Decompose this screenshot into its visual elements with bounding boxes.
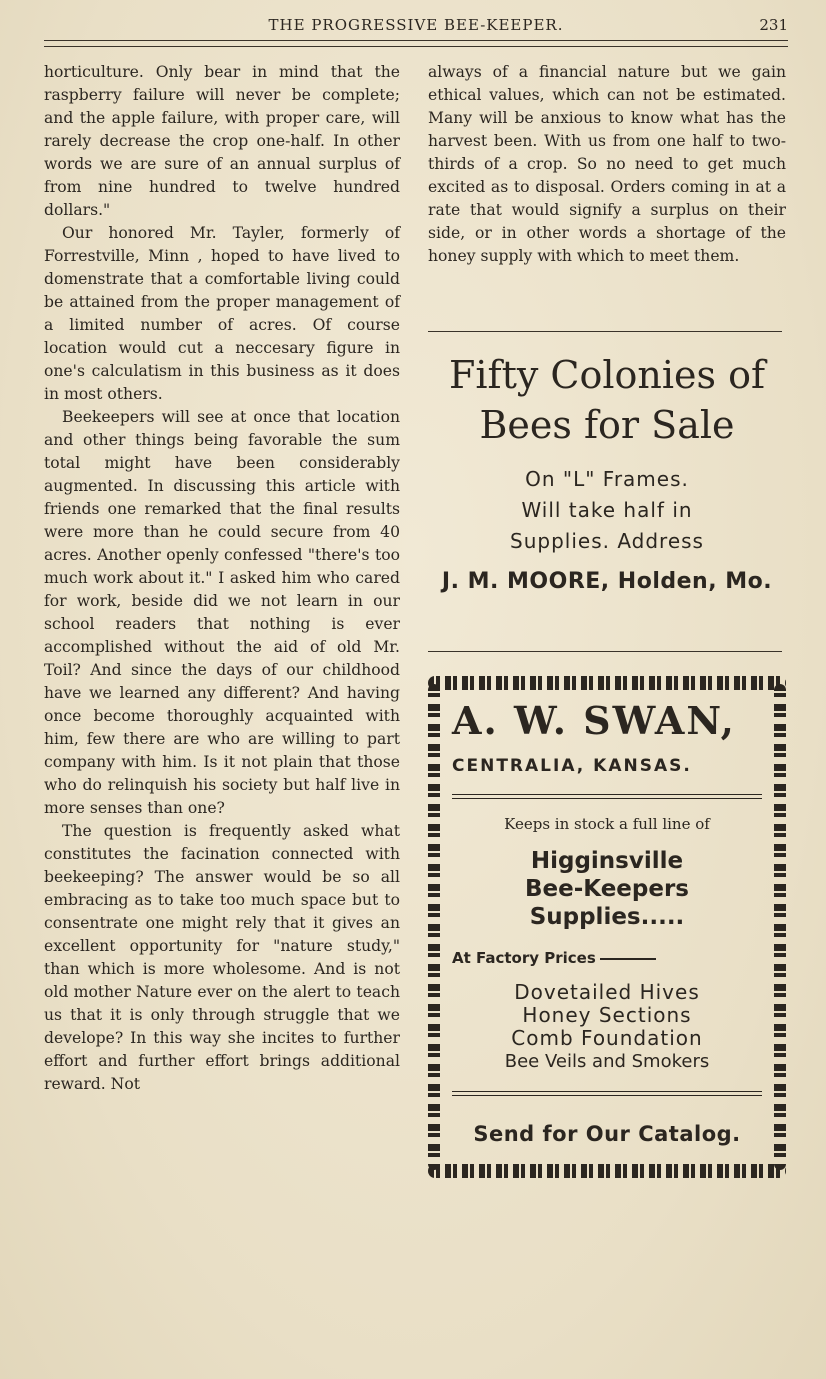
ad-line: Will take half in <box>521 498 693 522</box>
ad-line: On "L" Frames. <box>525 467 689 491</box>
right-column <box>428 61 786 268</box>
brand-line: Higginsville <box>530 848 684 874</box>
ad-brand <box>452 847 762 931</box>
paragraph: horticulture. Only bear in mind that the raspberry failure will never be complete; and the apple failure, with proper care, will rarely decrease the crop one-half. In other words we are sure of an annual surplus of from nine hundred to twelve hundred dollars." <box>44 63 400 219</box>
ornamental-border <box>428 676 786 690</box>
ornamental-border <box>774 684 786 1170</box>
brand-line: Supplies..... <box>529 904 685 930</box>
item: Bee Veils and Smokers <box>504 1051 710 1072</box>
page-number: 231 <box>759 16 788 34</box>
divider <box>428 651 782 652</box>
ad-address: J. M. MOORE, Holden, Mo. <box>441 569 773 594</box>
item: Dovetailed Hives <box>514 980 700 1004</box>
header-rule <box>44 40 788 47</box>
paragraph: always of a financial nature but we gain ethical values, which can not be estimated. Many will be anxious to know what has the harvest been. With us from one half to two-thirds of a crop. So no need to get much excited as to disposal. Orders coming in at a rate that would signify a surplus on their side, or in other words a shortage of the honey supply with which to meet them. <box>428 63 786 265</box>
ad-line: Supplies. Address <box>510 529 704 553</box>
paragraph: Our honored Mr. Tayler, formerly of Forrestville, Minn , hoped to have lived to domenstrate that a comfortable living could be attained from the proper management of a limited number of acres. Of course location would cut a neccesary figure in one's calculatism in this business as it does in most others. <box>44 224 400 403</box>
page-header <box>44 12 788 38</box>
divider <box>428 331 782 332</box>
item: Honey Sections <box>522 1003 692 1027</box>
ad-items <box>452 981 762 1073</box>
left-column <box>44 61 400 1096</box>
journal-title: THE PROGRESSIVE BEE-KEEPER. <box>268 16 564 34</box>
ad-colonies-for-sale <box>428 350 786 594</box>
ad-factory <box>452 949 762 967</box>
ornamental-border <box>428 1164 786 1178</box>
paragraph: Beekeepers will see at once that location and other things being favorable the sum total might have been considerably augmented. In discussing this article with friends one remarked that the final results were more than he could secure from 40 acres. Another openly confessed "there's too much work about it." I asked him who cared for work, beside did we not learn in our school readers that nothing is ever accomplished without the aid of old Mr. Toil? And since the days of our childhood have we learned any different? And having once become thoroughly acquainted with him, few there are who are willing to part company with him. Is it not plain that those who do relinquish his society but half live in more senses than one? <box>44 408 400 817</box>
ad-headline: Bees for Sale <box>479 403 735 447</box>
ad-send: Send for Our Catalog. <box>473 1122 741 1146</box>
factory-label: At Factory Prices <box>452 949 596 967</box>
paragraph: The question is frequently asked what constitutes the facination connected with beekeeping? The answer would be so all embracing as to take too much space but to consentrate one might rely that it gives an excellent opportunity for "nature study," than which is more wholesome. And is not old mother Nature ever on the alert to teach us that it is only through struggle that we develope? In this way she incites to further effort and further effort brings additional reward. Not <box>44 822 400 1093</box>
ad-headline: Fifty Colonies of <box>448 353 766 397</box>
ad-rule <box>452 1091 762 1096</box>
item: Comb Foundation <box>511 1026 703 1050</box>
ad-town: CENTRALIA, KANSAS. <box>452 756 692 776</box>
ad-keeps: Keeps in stock a full line of <box>504 815 710 833</box>
ad-name: A. W. SWAN, <box>452 698 736 743</box>
ad-swan <box>428 676 786 1178</box>
ad-rule <box>452 794 762 799</box>
brand-line: Bee-Keepers <box>525 876 689 902</box>
ad-body <box>452 698 762 1146</box>
dash-rule <box>600 958 656 960</box>
ornamental-border <box>428 684 440 1170</box>
